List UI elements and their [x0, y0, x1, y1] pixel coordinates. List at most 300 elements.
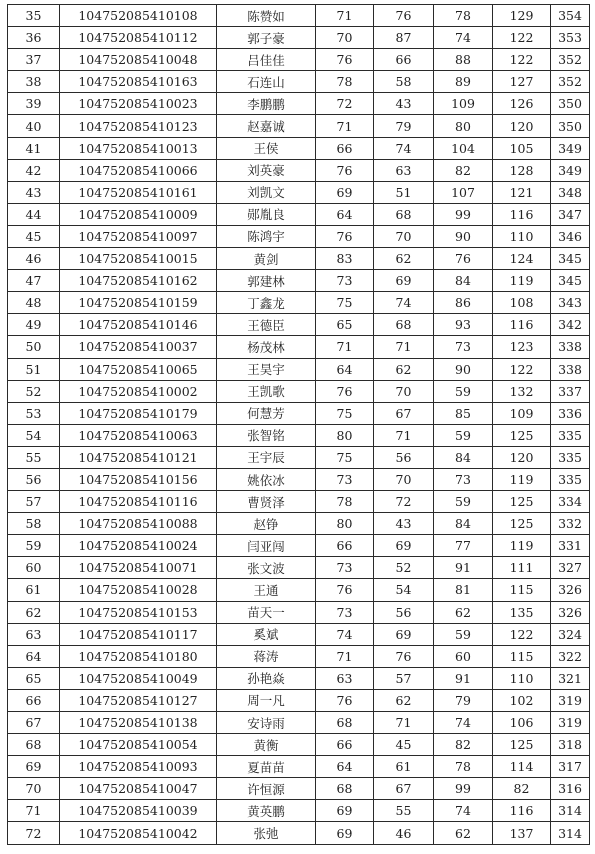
subject2-score-cell: 114	[493, 756, 551, 778]
rank-cell: 53	[8, 402, 60, 424]
table-row	[8, 491, 590, 513]
exam-id-cell: 104752085410048	[60, 49, 217, 71]
subject1-score-cell: 81	[434, 579, 493, 601]
subject1-score-cell: 62	[434, 601, 493, 623]
subject2-score-cell: 105	[493, 137, 551, 159]
politics-score-cell: 73	[316, 601, 374, 623]
english-score-cell: 87	[374, 27, 434, 49]
name-cell: 安诗雨	[217, 712, 316, 734]
subject1-score-cell: 107	[434, 181, 493, 203]
name-cell: 石连山	[217, 71, 316, 93]
total-score-cell: 338	[551, 358, 590, 380]
rank-cell: 69	[8, 756, 60, 778]
exam-id-cell: 104752085410093	[60, 756, 217, 778]
exam-id-cell: 104752085410009	[60, 203, 217, 225]
name-cell: 曹贤泽	[217, 491, 316, 513]
name-cell: 张弛	[217, 822, 316, 844]
subject1-score-cell: 76	[434, 248, 493, 270]
name-cell: 郧胤良	[217, 203, 316, 225]
exam-id-cell: 104752085410071	[60, 557, 217, 579]
english-score-cell: 76	[374, 645, 434, 667]
total-score-cell: 336	[551, 402, 590, 424]
subject1-score-cell: 82	[434, 159, 493, 181]
table-row	[8, 623, 590, 645]
table-row	[8, 468, 590, 490]
rank-cell: 59	[8, 535, 60, 557]
name-cell: 王通	[217, 579, 316, 601]
subject1-score-cell: 84	[434, 446, 493, 468]
table-row	[8, 667, 590, 689]
exam-id-cell: 104752085410108	[60, 5, 217, 27]
rank-cell: 45	[8, 225, 60, 247]
name-cell: 闫亚闯	[217, 535, 316, 557]
total-score-cell: 343	[551, 292, 590, 314]
exam-id-cell: 104752085410138	[60, 712, 217, 734]
total-score-cell: 335	[551, 446, 590, 468]
table-row	[8, 446, 590, 468]
table-row	[8, 336, 590, 358]
exam-id-cell: 104752085410015	[60, 248, 217, 270]
exam-id-cell: 104752085410066	[60, 159, 217, 181]
subject1-score-cell: 74	[434, 27, 493, 49]
politics-score-cell: 73	[316, 270, 374, 292]
english-score-cell: 76	[374, 5, 434, 27]
rank-cell: 55	[8, 446, 60, 468]
table-row	[8, 225, 590, 247]
name-cell: 赵嘉诚	[217, 115, 316, 137]
politics-score-cell: 68	[316, 712, 374, 734]
total-score-cell: 332	[551, 513, 590, 535]
english-score-cell: 69	[374, 623, 434, 645]
subject2-score-cell: 132	[493, 380, 551, 402]
total-score-cell: 349	[551, 137, 590, 159]
subject1-score-cell: 74	[434, 712, 493, 734]
name-cell: 黄衡	[217, 734, 316, 756]
table-row	[8, 689, 590, 711]
table-row	[8, 402, 590, 424]
total-score-cell: 338	[551, 336, 590, 358]
subject1-score-cell: 104	[434, 137, 493, 159]
subject1-score-cell: 84	[434, 513, 493, 535]
subject2-score-cell: 122	[493, 358, 551, 380]
politics-score-cell: 69	[316, 181, 374, 203]
exam-id-cell: 104752085410039	[60, 800, 217, 822]
total-score-cell: 318	[551, 734, 590, 756]
exam-id-cell: 104752085410097	[60, 225, 217, 247]
name-cell: 王凯歌	[217, 380, 316, 402]
english-score-cell: 52	[374, 557, 434, 579]
exam-id-cell: 104752085410146	[60, 314, 217, 336]
english-score-cell: 58	[374, 71, 434, 93]
rank-cell: 68	[8, 734, 60, 756]
english-score-cell: 71	[374, 336, 434, 358]
english-score-cell: 51	[374, 181, 434, 203]
subject1-score-cell: 78	[434, 5, 493, 27]
politics-score-cell: 69	[316, 822, 374, 844]
name-cell: 黄剑	[217, 248, 316, 270]
table-row	[8, 159, 590, 181]
english-score-cell: 71	[374, 424, 434, 446]
subject1-score-cell: 90	[434, 358, 493, 380]
rank-cell: 50	[8, 336, 60, 358]
subject2-score-cell: 129	[493, 5, 551, 27]
rank-cell: 61	[8, 579, 60, 601]
english-score-cell: 67	[374, 402, 434, 424]
subject1-score-cell: 93	[434, 314, 493, 336]
table-row	[8, 513, 590, 535]
subject1-score-cell: 85	[434, 402, 493, 424]
subject1-score-cell: 60	[434, 645, 493, 667]
name-cell: 黄英鹏	[217, 800, 316, 822]
table-row	[8, 601, 590, 623]
exam-id-cell: 104752085410037	[60, 336, 217, 358]
table-row	[8, 822, 590, 844]
english-score-cell: 70	[374, 380, 434, 402]
table-row	[8, 734, 590, 756]
name-cell: 丁鑫龙	[217, 292, 316, 314]
name-cell: 吕佳佳	[217, 49, 316, 71]
name-cell: 李鹏鹏	[217, 93, 316, 115]
rank-cell: 57	[8, 491, 60, 513]
english-score-cell: 55	[374, 800, 434, 822]
total-score-cell: 352	[551, 71, 590, 93]
english-score-cell: 54	[374, 579, 434, 601]
subject2-score-cell: 124	[493, 248, 551, 270]
table-row	[8, 270, 590, 292]
subject2-score-cell: 119	[493, 468, 551, 490]
exam-id-cell: 104752085410042	[60, 822, 217, 844]
subject2-score-cell: 116	[493, 800, 551, 822]
subject2-score-cell: 128	[493, 159, 551, 181]
table-row	[8, 49, 590, 71]
english-score-cell: 74	[374, 137, 434, 159]
subject2-score-cell: 109	[493, 402, 551, 424]
politics-score-cell: 83	[316, 248, 374, 270]
rank-cell: 72	[8, 822, 60, 844]
name-cell: 刘凯文	[217, 181, 316, 203]
total-score-cell: 345	[551, 248, 590, 270]
subject2-score-cell: 122	[493, 27, 551, 49]
rank-cell: 58	[8, 513, 60, 535]
subject2-score-cell: 122	[493, 49, 551, 71]
subject2-score-cell: 116	[493, 203, 551, 225]
english-score-cell: 45	[374, 734, 434, 756]
rank-cell: 37	[8, 49, 60, 71]
name-cell: 郭子豪	[217, 27, 316, 49]
name-cell: 张智铭	[217, 424, 316, 446]
exam-id-cell: 104752085410153	[60, 601, 217, 623]
subject1-score-cell: 88	[434, 49, 493, 71]
table-row	[8, 800, 590, 822]
politics-score-cell: 65	[316, 314, 374, 336]
english-score-cell: 63	[374, 159, 434, 181]
rank-cell: 52	[8, 380, 60, 402]
politics-score-cell: 76	[316, 159, 374, 181]
total-score-cell: 319	[551, 712, 590, 734]
english-score-cell: 43	[374, 513, 434, 535]
total-score-cell: 342	[551, 314, 590, 336]
name-cell: 蒋涛	[217, 645, 316, 667]
exam-id-cell: 104752085410028	[60, 579, 217, 601]
rank-cell: 41	[8, 137, 60, 159]
total-score-cell: 345	[551, 270, 590, 292]
exam-id-cell: 104752085410065	[60, 358, 217, 380]
exam-id-cell: 104752085410162	[60, 270, 217, 292]
total-score-cell: 350	[551, 115, 590, 137]
score-table	[7, 4, 590, 845]
politics-score-cell: 71	[316, 115, 374, 137]
exam-id-cell: 104752085410121	[60, 446, 217, 468]
politics-score-cell: 73	[316, 557, 374, 579]
subject1-score-cell: 99	[434, 203, 493, 225]
exam-id-cell: 104752085410161	[60, 181, 217, 203]
english-score-cell: 70	[374, 225, 434, 247]
name-cell: 陈鸿宇	[217, 225, 316, 247]
total-score-cell: 346	[551, 225, 590, 247]
subject1-score-cell: 59	[434, 491, 493, 513]
subject2-score-cell: 137	[493, 822, 551, 844]
rank-cell: 36	[8, 27, 60, 49]
total-score-cell: 331	[551, 535, 590, 557]
subject2-score-cell: 125	[493, 513, 551, 535]
subject2-score-cell: 119	[493, 270, 551, 292]
rank-cell: 46	[8, 248, 60, 270]
table-row	[8, 115, 590, 137]
subject1-score-cell: 99	[434, 778, 493, 800]
subject2-score-cell: 82	[493, 778, 551, 800]
total-score-cell: 347	[551, 203, 590, 225]
politics-score-cell: 66	[316, 137, 374, 159]
english-score-cell: 46	[374, 822, 434, 844]
english-score-cell: 62	[374, 358, 434, 380]
rank-cell: 70	[8, 778, 60, 800]
exam-id-cell: 104752085410023	[60, 93, 217, 115]
politics-score-cell: 76	[316, 380, 374, 402]
total-score-cell: 317	[551, 756, 590, 778]
table-row	[8, 5, 590, 27]
english-score-cell: 68	[374, 314, 434, 336]
rank-cell: 64	[8, 645, 60, 667]
english-score-cell: 79	[374, 115, 434, 137]
subject1-score-cell: 91	[434, 667, 493, 689]
politics-score-cell: 75	[316, 292, 374, 314]
politics-score-cell: 63	[316, 667, 374, 689]
subject2-score-cell: 119	[493, 535, 551, 557]
english-score-cell: 66	[374, 49, 434, 71]
table-row	[8, 292, 590, 314]
subject1-score-cell: 109	[434, 93, 493, 115]
subject1-score-cell: 74	[434, 800, 493, 822]
subject1-score-cell: 89	[434, 71, 493, 93]
subject1-score-cell: 80	[434, 115, 493, 137]
total-score-cell: 349	[551, 159, 590, 181]
politics-score-cell: 72	[316, 93, 374, 115]
rank-cell: 44	[8, 203, 60, 225]
table-row	[8, 181, 590, 203]
total-score-cell: 319	[551, 689, 590, 711]
politics-score-cell: 66	[316, 535, 374, 557]
subject2-score-cell: 116	[493, 314, 551, 336]
exam-id-cell: 104752085410054	[60, 734, 217, 756]
exam-id-cell: 104752085410002	[60, 380, 217, 402]
exam-id-cell: 104752085410163	[60, 71, 217, 93]
table-row	[8, 27, 590, 49]
english-score-cell: 69	[374, 535, 434, 557]
exam-id-cell: 104752085410049	[60, 667, 217, 689]
subject1-score-cell: 59	[434, 424, 493, 446]
table-row	[8, 557, 590, 579]
subject2-score-cell: 135	[493, 601, 551, 623]
politics-score-cell: 74	[316, 623, 374, 645]
politics-score-cell: 66	[316, 734, 374, 756]
total-score-cell: 324	[551, 623, 590, 645]
name-cell: 何慧芳	[217, 402, 316, 424]
subject2-score-cell: 108	[493, 292, 551, 314]
name-cell: 张文波	[217, 557, 316, 579]
politics-score-cell: 76	[316, 49, 374, 71]
politics-score-cell: 78	[316, 71, 374, 93]
name-cell: 王德臣	[217, 314, 316, 336]
subject1-score-cell: 77	[434, 535, 493, 557]
politics-score-cell: 75	[316, 446, 374, 468]
politics-score-cell: 64	[316, 756, 374, 778]
politics-score-cell: 68	[316, 778, 374, 800]
subject2-score-cell: 125	[493, 734, 551, 756]
exam-id-cell: 104752085410112	[60, 27, 217, 49]
rank-cell: 56	[8, 468, 60, 490]
subject1-score-cell: 59	[434, 623, 493, 645]
rank-cell: 54	[8, 424, 60, 446]
subject2-score-cell: 102	[493, 689, 551, 711]
subject2-score-cell: 121	[493, 181, 551, 203]
rank-cell: 71	[8, 800, 60, 822]
table-row	[8, 535, 590, 557]
politics-score-cell: 71	[316, 645, 374, 667]
exam-id-cell: 104752085410179	[60, 402, 217, 424]
table-row	[8, 778, 590, 800]
table-row	[8, 756, 590, 778]
rank-cell: 42	[8, 159, 60, 181]
total-score-cell: 321	[551, 667, 590, 689]
english-score-cell: 56	[374, 446, 434, 468]
politics-score-cell: 73	[316, 468, 374, 490]
politics-score-cell: 76	[316, 579, 374, 601]
name-cell: 郭建林	[217, 270, 316, 292]
table-row	[8, 248, 590, 270]
total-score-cell: 326	[551, 601, 590, 623]
subject2-score-cell: 125	[493, 491, 551, 513]
subject2-score-cell: 126	[493, 93, 551, 115]
total-score-cell: 353	[551, 27, 590, 49]
rank-cell: 47	[8, 270, 60, 292]
subject1-score-cell: 78	[434, 756, 493, 778]
total-score-cell: 352	[551, 49, 590, 71]
english-score-cell: 56	[374, 601, 434, 623]
table-row	[8, 137, 590, 159]
english-score-cell: 69	[374, 270, 434, 292]
name-cell: 杨茂林	[217, 336, 316, 358]
exam-id-cell: 104752085410024	[60, 535, 217, 557]
subject2-score-cell: 115	[493, 579, 551, 601]
exam-id-cell: 104752085410156	[60, 468, 217, 490]
total-score-cell: 334	[551, 491, 590, 513]
name-cell: 夏苗苗	[217, 756, 316, 778]
politics-score-cell: 76	[316, 689, 374, 711]
total-score-cell: 335	[551, 424, 590, 446]
table-row	[8, 203, 590, 225]
subject1-score-cell: 84	[434, 270, 493, 292]
table-row	[8, 358, 590, 380]
english-score-cell: 57	[374, 667, 434, 689]
name-cell: 赵铮	[217, 513, 316, 535]
rank-cell: 38	[8, 71, 60, 93]
rank-cell: 62	[8, 601, 60, 623]
english-score-cell: 62	[374, 248, 434, 270]
total-score-cell: 354	[551, 5, 590, 27]
rank-cell: 63	[8, 623, 60, 645]
subject1-score-cell: 62	[434, 822, 493, 844]
exam-id-cell: 104752085410013	[60, 137, 217, 159]
subject2-score-cell: 120	[493, 446, 551, 468]
subject1-score-cell: 90	[434, 225, 493, 247]
name-cell: 陈赞如	[217, 5, 316, 27]
total-score-cell: 350	[551, 93, 590, 115]
subject2-score-cell: 120	[493, 115, 551, 137]
total-score-cell: 314	[551, 800, 590, 822]
table-row	[8, 712, 590, 734]
name-cell: 孙艳焱	[217, 667, 316, 689]
english-score-cell: 71	[374, 712, 434, 734]
score-table-body	[8, 5, 590, 845]
subject1-score-cell: 82	[434, 734, 493, 756]
subject1-score-cell: 86	[434, 292, 493, 314]
subject2-score-cell: 123	[493, 336, 551, 358]
name-cell: 王昊宇	[217, 358, 316, 380]
rank-cell: 67	[8, 712, 60, 734]
exam-id-cell: 104752085410047	[60, 778, 217, 800]
table-row	[8, 424, 590, 446]
politics-score-cell: 80	[316, 424, 374, 446]
exam-id-cell: 104752085410123	[60, 115, 217, 137]
rank-cell: 65	[8, 667, 60, 689]
name-cell: 王宇辰	[217, 446, 316, 468]
total-score-cell: 335	[551, 468, 590, 490]
subject2-score-cell: 110	[493, 225, 551, 247]
politics-score-cell: 75	[316, 402, 374, 424]
politics-score-cell: 69	[316, 800, 374, 822]
english-score-cell: 68	[374, 203, 434, 225]
name-cell: 苗天一	[217, 601, 316, 623]
name-cell: 王侯	[217, 137, 316, 159]
name-cell: 姚依冰	[217, 468, 316, 490]
total-score-cell: 327	[551, 557, 590, 579]
rank-cell: 35	[8, 5, 60, 27]
name-cell: 刘英豪	[217, 159, 316, 181]
rank-cell: 66	[8, 689, 60, 711]
subject1-score-cell: 59	[434, 380, 493, 402]
total-score-cell: 316	[551, 778, 590, 800]
subject1-score-cell: 73	[434, 336, 493, 358]
total-score-cell: 337	[551, 380, 590, 402]
name-cell: 周一凡	[217, 689, 316, 711]
rank-cell: 43	[8, 181, 60, 203]
subject2-score-cell: 110	[493, 667, 551, 689]
english-score-cell: 72	[374, 491, 434, 513]
total-score-cell: 322	[551, 645, 590, 667]
english-score-cell: 43	[374, 93, 434, 115]
politics-score-cell: 70	[316, 27, 374, 49]
total-score-cell: 314	[551, 822, 590, 844]
